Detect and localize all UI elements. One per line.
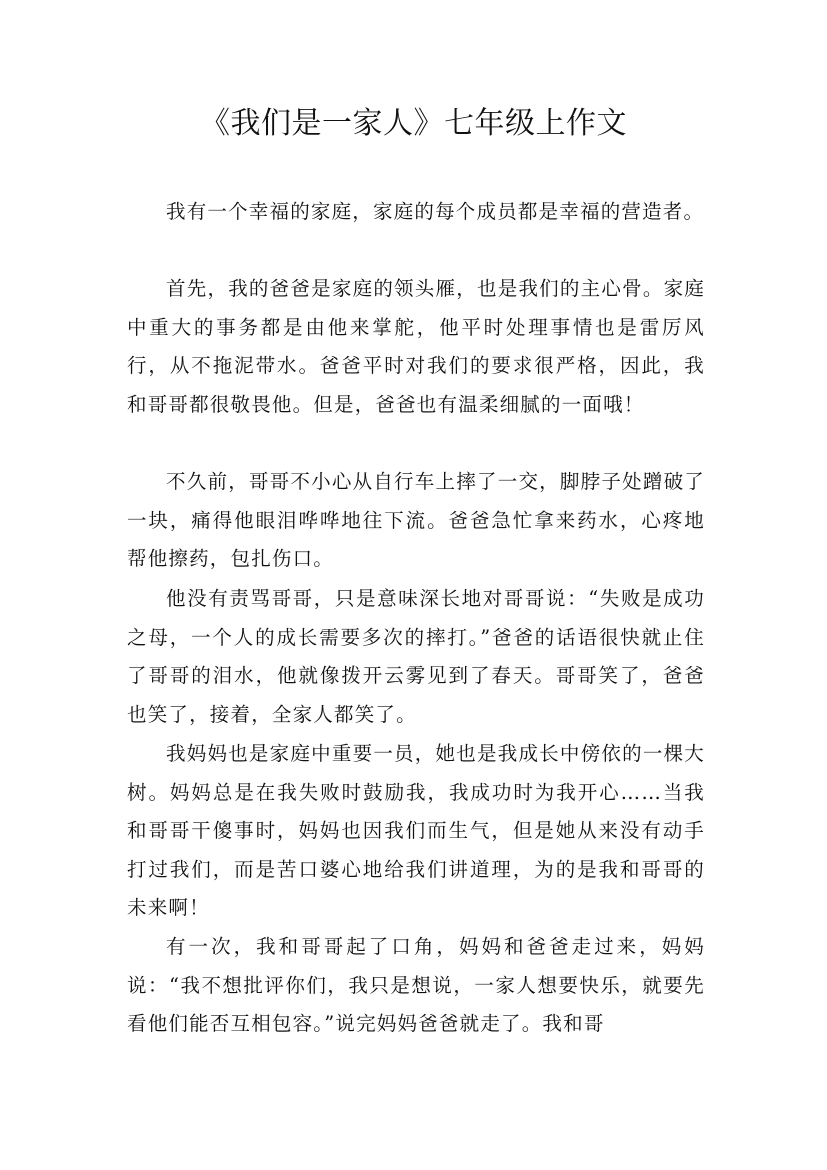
paragraph-5: 我妈妈也是家庭中重要一员，她也是我成长中傍依的一棵大树。妈妈总是在我失败时鼓励我，我成功时为我开心……当我和哥哥干傻事时，妈妈也因我们而生气，但是她从来没有动手打过我们，而是苦口婆心地给我们讲道理，为的是我和哥哥的未来啊！: [127, 742, 705, 920]
paragraph-1: 我有一个幸福的家庭，家庭的每个成员都是幸福的营造者。: [166, 200, 705, 223]
paragraph-4: 他没有责骂哥哥，只是意味深长地对哥哥说：“失败是成功之母，一个人的成长需要多次的摔打。”爸爸的话语很快就止住了哥哥的泪水，他就像拨开云雾见到了春天。哥哥笑了，爸爸也笑了，接着，全家人都笑了。: [127, 587, 705, 726]
paragraph-3: 不久前，哥哥不小心从自行车上摔了一交，脚脖子处蹭破了一块，痛得他眼泪哗哗地往下流。爸爸急忙拿来药水，心疼地帮他擦药，包扎伤口。: [127, 470, 705, 571]
paragraph-6: 有一次，我和哥哥起了口角，妈妈和爸爸走过来，妈妈说：“我不想批评你们，我只是想说，一家人想要快乐，就要先看他们能否互相包容。”说完妈妈爸爸就走了。我和哥: [127, 935, 705, 1036]
document-title: 《我们是一家人》七年级上作文: [200, 106, 627, 141]
paragraph-2: 首先，我的爸爸是家庭的领头雁，也是我们的主心骨。家庭中重大的事务都是由他来掌舵，他平时处理事情也是雷厉风行，从不拖泥带水。爸爸平时对我们的要求很严格，因此，我和哥哥都很敬畏他。但是，爸爸也有温柔细腻的一面哦！: [127, 277, 705, 416]
